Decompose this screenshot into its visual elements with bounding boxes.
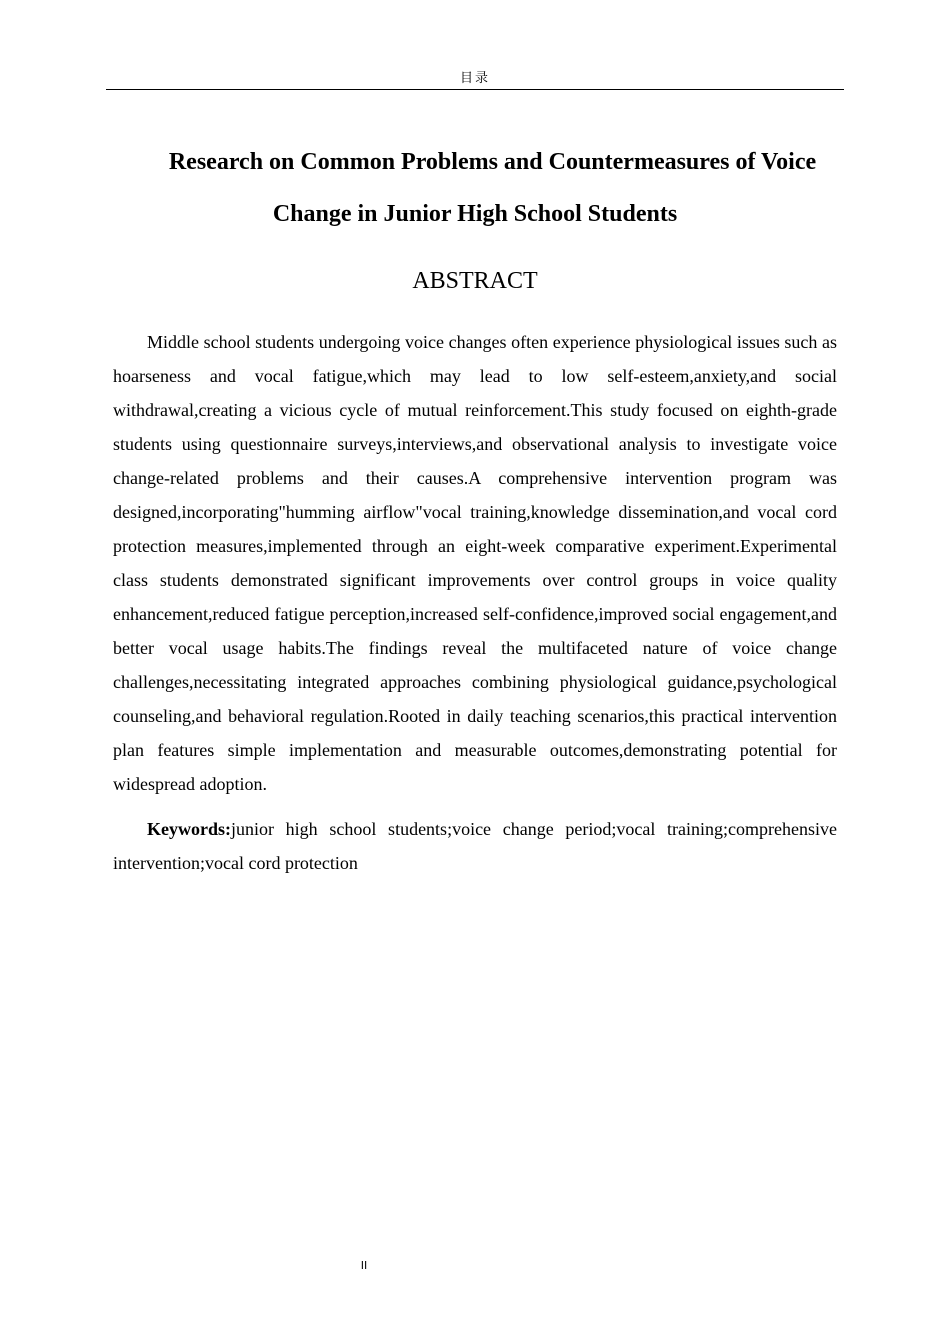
keywords-label: Keywords: (147, 819, 231, 839)
abstract-heading: ABSTRACT (412, 268, 538, 294)
paper-title: Research on Common Problems and Countermeasures of Voice Change in Junior High School Students (168, 149, 817, 227)
page-number: II (360, 1259, 368, 1272)
keywords-text: junior high school students;voice change period;vocal training;comprehensive intervention;vocal cord protection (113, 819, 837, 873)
abstract-body: Middle school students undergoing voice changes often experience physiological issues such as hoarseness and vocal fatigue,which may lead to low self-esteem,anxiety,and social withdrawal,creating a vicious cycle of mutual reinforcement.This study focused on eighth-grade students using questionnaire surveys,interviews,and observational analysis to investigate voice change-related problems and their causes.A comprehensive intervention program was designed,incorporating"humming airflow"vocal training,knowledge dissemination,and vocal cord protection measures,implemented through an eight-week comparative experiment.Experimental class students demonstrated significant improvements over control groups in voice quality enhancement,reduced fatigue perception,increased self-confidence,improved social engagement,and better vocal usage habits.The findings reveal the multifaceted nature of voice change challenges,necessitating integrated approaches combining physiological guidance,psychological counseling,and behavioral regulation.Rooted in daily teaching scenarios,this practical intervention plan features simple implementation and measurable outcomes,demonstrating potential for widespread adoption. (113, 332, 837, 794)
keywords-paragraph (113, 812, 837, 880)
running-title: 目录 (459, 71, 490, 86)
page-header (106, 70, 844, 90)
